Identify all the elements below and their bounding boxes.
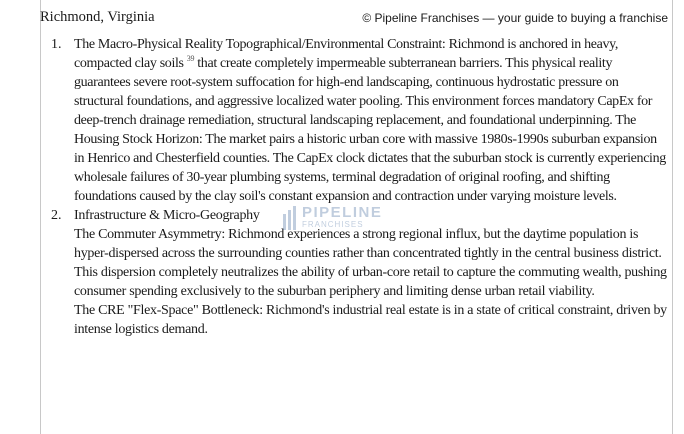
citation-marker[interactable]: 39 bbox=[186, 54, 195, 63]
numbered-list bbox=[0, 35, 684, 339]
paragraph-text: that create completely impermeable subterranean barriers. This physical reality guarantees severe root-system suffocation for high-end landscaping, continuous hydrostatic pressure on structural foundations, and aggressive localized water pooling. This environment forces mandatory CapEx for deep-trench drainage remediation, structural landscaping replacement, and foundational underpinning. The Housing Stock Horizon: The market pairs a historic urban core with massive 1980s-1990s suburban expansion in Henrico and Chesterfield counties. The CapEx clock dictates that the suburban stock is currently experiencing wholesale failures of 30-year plumbing systems, terminal degradation of original roofing, and shifting foundations caused by the clay soil's constant expansion and contraction under varying moisture levels. bbox=[74, 56, 666, 204]
paragraph: The CRE "Flex-Space" Bottleneck: Richmond's industrial real estate is in a state of critical constraint, driven by intense logistics demand. bbox=[74, 303, 667, 337]
copyright-credit: © Pipeline Franchises — your guide to buying a franchise bbox=[362, 11, 668, 25]
section-heading: Infrastructure & Micro-Geography bbox=[74, 208, 260, 223]
list-item bbox=[0, 35, 684, 206]
watermark-subtext: FRANCHISES bbox=[302, 220, 364, 229]
list-number: 1. bbox=[51, 37, 62, 52]
paragraph bbox=[74, 35, 670, 206]
document-title: Richmond, Virginia bbox=[40, 9, 155, 25]
watermark-text: PIPELINE bbox=[302, 204, 383, 221]
paragraph-text: The Macro-Physical Reality Topographical/Environmental Constraint: Richmond is anchored in heavy, compacted clay soils bbox=[74, 37, 618, 71]
paragraph: The Commuter Asymmetry: Richmond experiences a strong regional influx, but the daytime population is hyper-dispersed across the surrounding counties rather than concentrated tightly in the central business district. This dispersion completely neutralizes the ability of urban-core retail to capture the commuting wealth, pushing consumer spending exclusively to the suburban periphery and limiting dense urban retail viability. bbox=[74, 227, 667, 299]
list-item bbox=[0, 206, 684, 339]
list-number: 2. bbox=[51, 208, 62, 223]
